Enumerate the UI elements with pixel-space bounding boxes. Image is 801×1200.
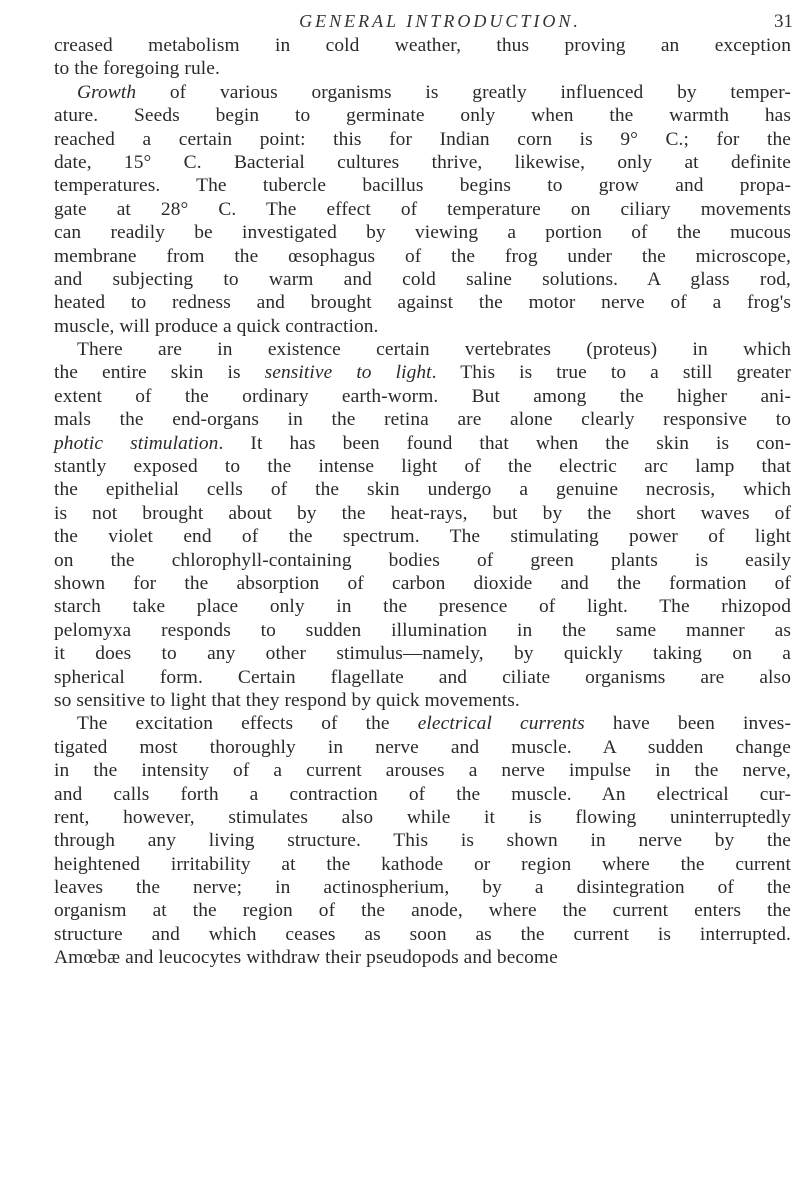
text-line: pelomyxa responds to sudden illumination in the same manner as: [54, 619, 791, 641]
text-line: Growth of various organisms is greatly influenced by temper-: [77, 81, 791, 103]
text-line: temperatures. The tubercle bacillus begins to grow and propa-: [54, 175, 791, 197]
text-line: and calls forth a contraction of the muscle. An electrical cur-: [54, 783, 791, 805]
text-line: date, 15° C. Bacterial cultures thrive, likewise, only at definite: [54, 151, 791, 173]
text-line: heightened irritability at the kathode or region where the current: [54, 853, 791, 875]
italic-term: electrical currents: [417, 713, 585, 735]
italic-term: Growth: [77, 81, 137, 103]
text-line: muscle, will produce a quick contraction.: [54, 315, 379, 337]
text-line: reached a certain point: this for Indian corn is 9° C.; for the: [54, 128, 791, 150]
text-line: the epithelial cells of the skin undergo a genuine necrosis, which: [54, 479, 791, 501]
text-line: mals the end-organs in the retina are alone clearly responsive to: [54, 409, 791, 431]
running-head: GENERAL INTRODUCTION.: [299, 11, 581, 31]
page-number: 31: [774, 11, 793, 32]
text-line: rent, however, stimulates also while it is flowing uninterruptedly: [54, 806, 791, 828]
text-line: membrane from the œsophagus of the frog under the microscope,: [54, 245, 791, 267]
text-line: so sensitive to light that they respond by quick movements.: [54, 689, 520, 711]
text-line: through any living structure. This is shown in nerve by the: [54, 830, 791, 852]
text-line: tigated most thoroughly in nerve and muscle. A sudden change: [54, 736, 791, 758]
italic-term: sensitive to light: [264, 362, 432, 384]
page-header: [85, 9, 795, 35]
text-line: it does to any other stimulus—namely, by quickly taking on a: [54, 643, 791, 665]
italic-term: photic stimulation: [54, 432, 219, 454]
text-line: on the chlorophyll-containing bodies of green plants is easily: [54, 549, 791, 571]
text-line: and subjecting to warm and cold saline solutions. A glass rod,: [54, 268, 791, 290]
body-text: [54, 34, 791, 970]
text-line: Amœbæ and leucocytes withdraw their pseudopods and become: [54, 947, 558, 969]
text-line: The excitation effects of the electrical currents have been inves-: [77, 713, 792, 735]
text-line: in the intensity of a current arouses a nerve impulse in the nerve,: [54, 760, 791, 782]
text-line: shown for the absorption of carbon dioxide and the formation of: [54, 572, 791, 594]
text-line: extent of the ordinary earth-worm. But among the higher ani-: [54, 385, 791, 407]
text-line: starch take place only in the presence of light. The rhizopod: [54, 596, 791, 618]
text-line: is not brought about by the heat-rays, but by the short waves of: [54, 502, 791, 524]
text-line: organism at the region of the anode, where the current enters the: [54, 900, 791, 922]
text-line: creased metabolism in cold weather, thus proving an exception: [54, 35, 791, 56]
text-line: leaves the nerve; in actinospherium, by a disintegration of the: [54, 877, 791, 899]
text-line: stantly exposed to the intense light of the electric arc lamp that: [54, 456, 791, 478]
text-line: spherical form. Certain flagellate and ciliate organisms are also: [54, 666, 791, 688]
text-line: heated to redness and brought against the motor nerve of a frog's: [54, 292, 791, 314]
text-line: can readily be investigated by viewing a portion of the mucous: [54, 222, 791, 244]
text-line: to the foregoing rule.: [54, 58, 220, 80]
text-line: photic stimulation. It has been found that when the skin is con-: [54, 432, 792, 454]
text-line: the entire skin is sensitive to light. This is true to a still greater: [54, 362, 791, 384]
text-line: gate at 28° C. The effect of temperature on ciliary movements: [54, 198, 791, 220]
text-line: ature. Seeds begin to germinate only when the warmth has: [54, 105, 791, 127]
text-line: There are in existence certain vertebrates (proteus) in which: [77, 339, 791, 361]
text-line: structure and which ceases as soon as the current is interrupted.: [54, 923, 791, 945]
text-line: the violet end of the spectrum. The stimulating power of light: [54, 526, 791, 548]
